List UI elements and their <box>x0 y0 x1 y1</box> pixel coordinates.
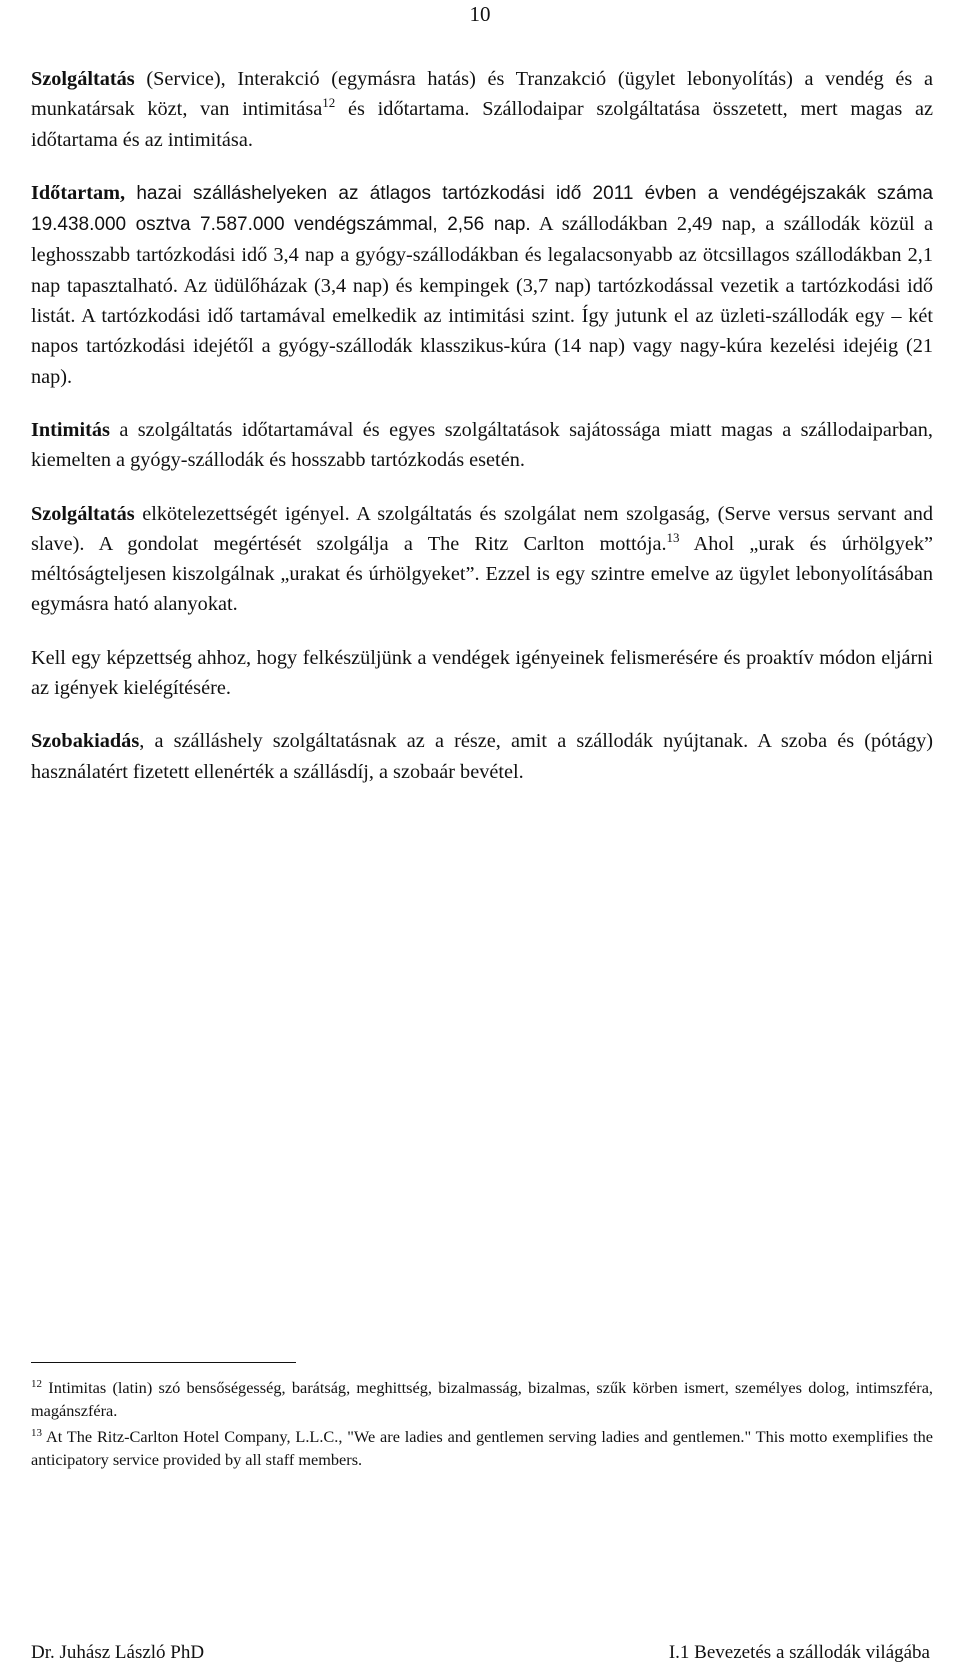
term-szolgaltatas-2: Szolgáltatás <box>31 502 135 525</box>
text-run: Ahol „urak és úrhölgyek” méltóságteljesen kiszolgálnak „urakat és úrhölgyeket”. Ezzel is egy szintre emelve az ügylet lebonyolításában egymásra ható alanyokat. <box>31 532 933 616</box>
footnote-text: Intimitas (latin) szó bensőségesség, barátság, meghittség, bizalmasság, bizalmas, szűk körben ismert, személyes dolog, intimszféra, magánszféra. <box>31 1378 933 1420</box>
term-intimitas: Intimitás <box>31 418 110 441</box>
paragraph-training <box>31 643 933 704</box>
footnote-ref-13[interactable]: 13 <box>666 529 680 545</box>
footnote-mark: 12 <box>31 1378 42 1390</box>
footnote-separator <box>31 1362 296 1363</box>
text-run: elkötelezettségét igényel. A szolgáltatás és szolgálat nem szolgaság, (Serve versus servant and slave). A gondolat megértését szolgálja a The Ritz Carlton mottója. <box>31 502 933 555</box>
body-text <box>31 64 933 810</box>
paragraph-commitment <box>31 499 933 620</box>
text-run: A szállodákban 2,49 nap, a szállodák közül a leghosszabb tartózkodási idő 3,4 nap a gyógy-szállodákban és legalacsonyabb az ötcsillagos szállodákban 2,1 nap tapasztalható. Az üdülőházak (3,4 nap) és kempingek (3,7 nap) tartózkodással vezetik a tartózkodási idő listát. A tartózkodási idő tartamával emelkedik az intimitási szint. Így jutunk el az üzleti-szállodák egy – két napos tartózkodási idejétől a gyógy-szállodák klasszikus-kúra (14 nap) vagy nagy-kúra kezelési idejéig (21 nap). <box>31 213 933 388</box>
paragraph-duration <box>31 178 933 392</box>
paragraph-intimacy <box>31 415 933 476</box>
footnotes <box>31 1376 933 1474</box>
footer-chapter: I.1 Bevezetés a szállodák világába <box>668 1642 930 1663</box>
footnote-ref-12[interactable]: 12 <box>322 95 336 111</box>
footnote-12 <box>31 1376 933 1422</box>
footnote-text: At The Ritz-Carlton Hotel Company, L.L.C., "We are ladies and gentlemen serving ladies and gentlemen." This motto exemplifies the anticipatory service provided by all staff members. <box>31 1427 933 1469</box>
term-idotartam: Időtartam, <box>31 181 126 204</box>
text-run: (Service), Interakció (egymásra hatás) és Tranzakció (ügylet lebonyolítás) a vendég és a munkatársak közt, van intimitása <box>31 68 933 121</box>
footer-author: Dr. Juhász László PhD <box>31 1642 205 1663</box>
paragraph-room-rental <box>31 726 933 787</box>
text-run: , a szálláshely szolgáltatásnak az a része, amit a szállodák nyújtanak. A szoba és (pótágy) használatért fizetett ellenérték a szállásdíj, a szobaár bevétel. <box>31 730 933 783</box>
term-szolgaltatas: Szolgáltatás <box>31 68 135 90</box>
text-run: és időtartama. Szállodaipar szolgáltatása összetett, mert magas az időtartama és az intimitása. <box>31 98 933 151</box>
term-szobakiadas: Szobakiadás <box>31 730 140 753</box>
text-run: hazai szálláshelyeken az átlagos tartózkodási idő 2011 évben a vendégéjszakák száma 19.438.000 osztva 7.587.000 vendégszámmal, 2,56 nap. <box>31 182 933 236</box>
text-run: a szolgáltatás időtartamával és egyes szolgáltatások sajátossága miatt magas a szállodaiparban, kiemelten a gyógy-szállodák és hosszabb tartózkodás esetén. <box>31 418 933 472</box>
footnote-13 <box>31 1425 933 1471</box>
paragraph-service <box>31 64 933 155</box>
footnote-mark: 13 <box>31 1427 42 1439</box>
text-run: Kell egy képzettség ahhoz, hogy felkészüljünk a vendégek igényeinek felismerésére és proaktív módon eljárni az igények kielégítésére. <box>31 646 933 700</box>
page-number: 10 <box>469 2 491 26</box>
